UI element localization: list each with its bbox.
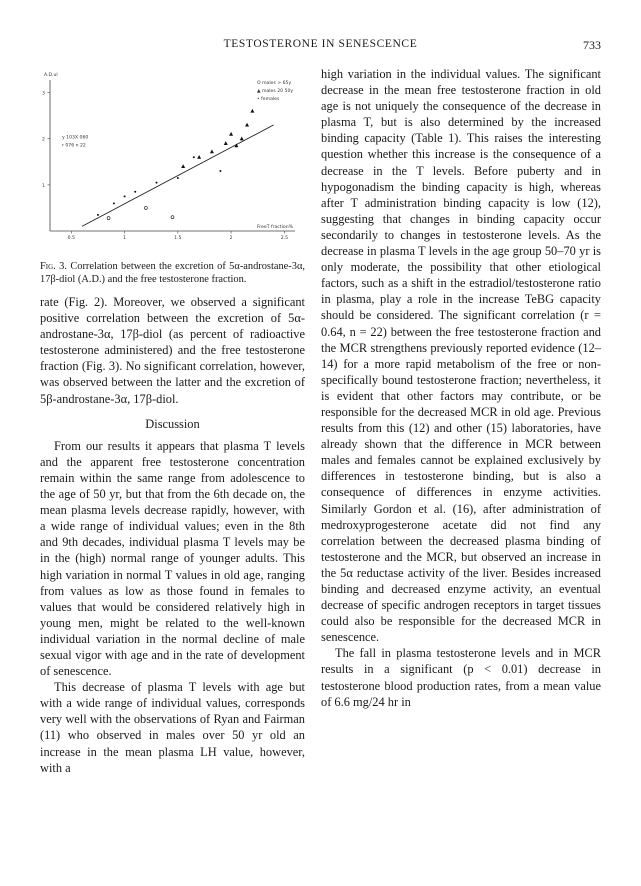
- figure-3: [40, 66, 305, 252]
- annotation: y 103X 060: [62, 135, 89, 141]
- data-point-circle: [107, 217, 110, 220]
- paragraph: high variation in the individual values. The significant decrease in the mean free testosterone fraction in old age is not uniquely the consequence of the decrease in plasma T, but is also determined by the increased binding capacity (Table 1). This raises the interesting question whether this increase is the consequence of a decrease in the T levels. Before puberty and in hypogonadism the binding capacity is high, whereas after T administration binding capacity is low (12), suggesting that changes in binding capacity occur secondarily to changes in testosterone levels. As the decrease in plasma T levels in the age group 50–70 yr is only moderate, the possibility that other etiological factors, such as a shift in the estradiol/testosterone ratio in plasma, play a role in the increase TeBG capacity should be considered. The significant correlation (r = 0.64, n = 22) between the free testosterone fraction and the MCR strengthens previously reported evidence (12–14) for a more rapid metabolism of the free or non-specifically bound testosterone fraction; nevertheless, it is evident that other factors may contribute, or be responsible for the decreased MCR in old age. Previous results from this (12) and other (15) laboratories, have already shown that the difference in MCR between males and females cannot be explained exclusively by differences in testosterone binding, but is also a consequence of differences in enzyme activities. Similarly Gordon et al. (16), after administration of medroxyprogesterone acetate did not find any correlation between the decreased plasma binding of testosterone and the MCR, but observed an increase in the 5α reductase activity of the liver. Besides increased binding and decreased enzyme activity, an eventual decrease of specific androgen receptors in target tissues could also be responsible for the decreased MCR in senescence.: [321, 67, 601, 645]
- x-tick-label: 0.5: [67, 236, 75, 241]
- y-axis-label: A.D.ul: [44, 73, 58, 78]
- legend-entry: O males > 65y: [257, 81, 292, 86]
- data-point-dot: [124, 195, 126, 197]
- x-tick-label: 1.5: [174, 236, 182, 241]
- data-point-triangle: [229, 132, 233, 136]
- data-point-dot: [156, 182, 158, 184]
- figure-caption-text: Correlation between the excretion of 5α-androstane-3α, 17β-diol (A.D.) and the free testosterone fraction.: [40, 261, 305, 285]
- data-point-dot: [219, 170, 221, 172]
- data-point-triangle: [181, 164, 185, 168]
- right-column: [321, 66, 601, 710]
- figure-label: Fig. 3.: [40, 261, 67, 272]
- running-title: TESTOSTERONE IN SENESCENCE: [223, 38, 418, 50]
- data-point-circle: [144, 206, 147, 209]
- data-point-dot: [193, 156, 195, 158]
- data-point-circle: [171, 216, 174, 219]
- data-point-triangle: [245, 123, 249, 127]
- y-tick-label: 1: [42, 183, 45, 189]
- y-tick-label: 2: [42, 137, 45, 143]
- regression-line: [82, 125, 274, 226]
- legend-entry: • females: [257, 97, 280, 102]
- x-tick-label: 2: [229, 236, 233, 241]
- figure-caption: [40, 260, 305, 286]
- paragraph: The fall in plasma testosterone levels and in MCR results in a significant (p < 0.01) decrease in testosterone blood production rates, from a mean value of 6.6 mg/24 hr in: [321, 646, 601, 709]
- data-point-triangle: [224, 141, 228, 145]
- data-point-triangle: [197, 155, 201, 159]
- x-tick-label: 1: [123, 236, 127, 241]
- x-tick-label: 2.5: [280, 236, 289, 241]
- section-heading: Discussion: [145, 416, 200, 431]
- page-number: 733: [583, 38, 601, 52]
- running-header: [40, 38, 601, 54]
- scatter-chart: [40, 66, 305, 252]
- data-point-dot: [97, 214, 99, 216]
- data-point-dot: [134, 191, 136, 193]
- legend-entry: ▲ males 20 50y: [257, 89, 294, 94]
- paragraph: From our results it appears that plasma T levels and the apparent free testosterone concentration remain within the same range from adolescence to the age of 50 yr, but that from the 6th decade on, the mean plasma levels decrease rapidly, however, with a wide range of individual values; even in the 8th and 9th decades, individual plasma T levels may be in the (high) normal range of younger adults. This high variation in normal T values in old age, ranging from values as low as those found in females to values that would be considered relatively high in young men, might be related to the well-known individual variation in the normal decline of male sexual vigor with age and in the rate of development of senescence.: [40, 438, 305, 679]
- data-point-dot: [113, 202, 115, 204]
- data-point-dot: [177, 177, 179, 179]
- annotation: r 076 n 22: [62, 143, 86, 149]
- left-column: [40, 66, 305, 776]
- paragraph: This decrease of plasma T levels with age but with a wide range of individual values, corresponds very well with the observations of Ryan and Fairman (11) who observed in males over 50 yr old an increase in the mean plasma LH value, however, with a: [40, 680, 305, 775]
- y-tick-label: 3: [42, 91, 45, 97]
- paragraph: rate (Fig. 2). Moreover, we observed a significant positive correlation between the excretion of 5α-androstane-3α, 17β-diol (as percent of radioactive testosterone administered) and the free testosterone fraction (Fig. 3). No significant correlation, however, was observed between the latter and the excretion of 5β-androstane-3α, 17β-diol.: [40, 295, 305, 406]
- data-point-triangle: [210, 149, 214, 153]
- data-point-triangle: [240, 137, 244, 141]
- x-axis-label: FreeT fraction%: [256, 225, 293, 230]
- data-point-triangle: [250, 109, 254, 113]
